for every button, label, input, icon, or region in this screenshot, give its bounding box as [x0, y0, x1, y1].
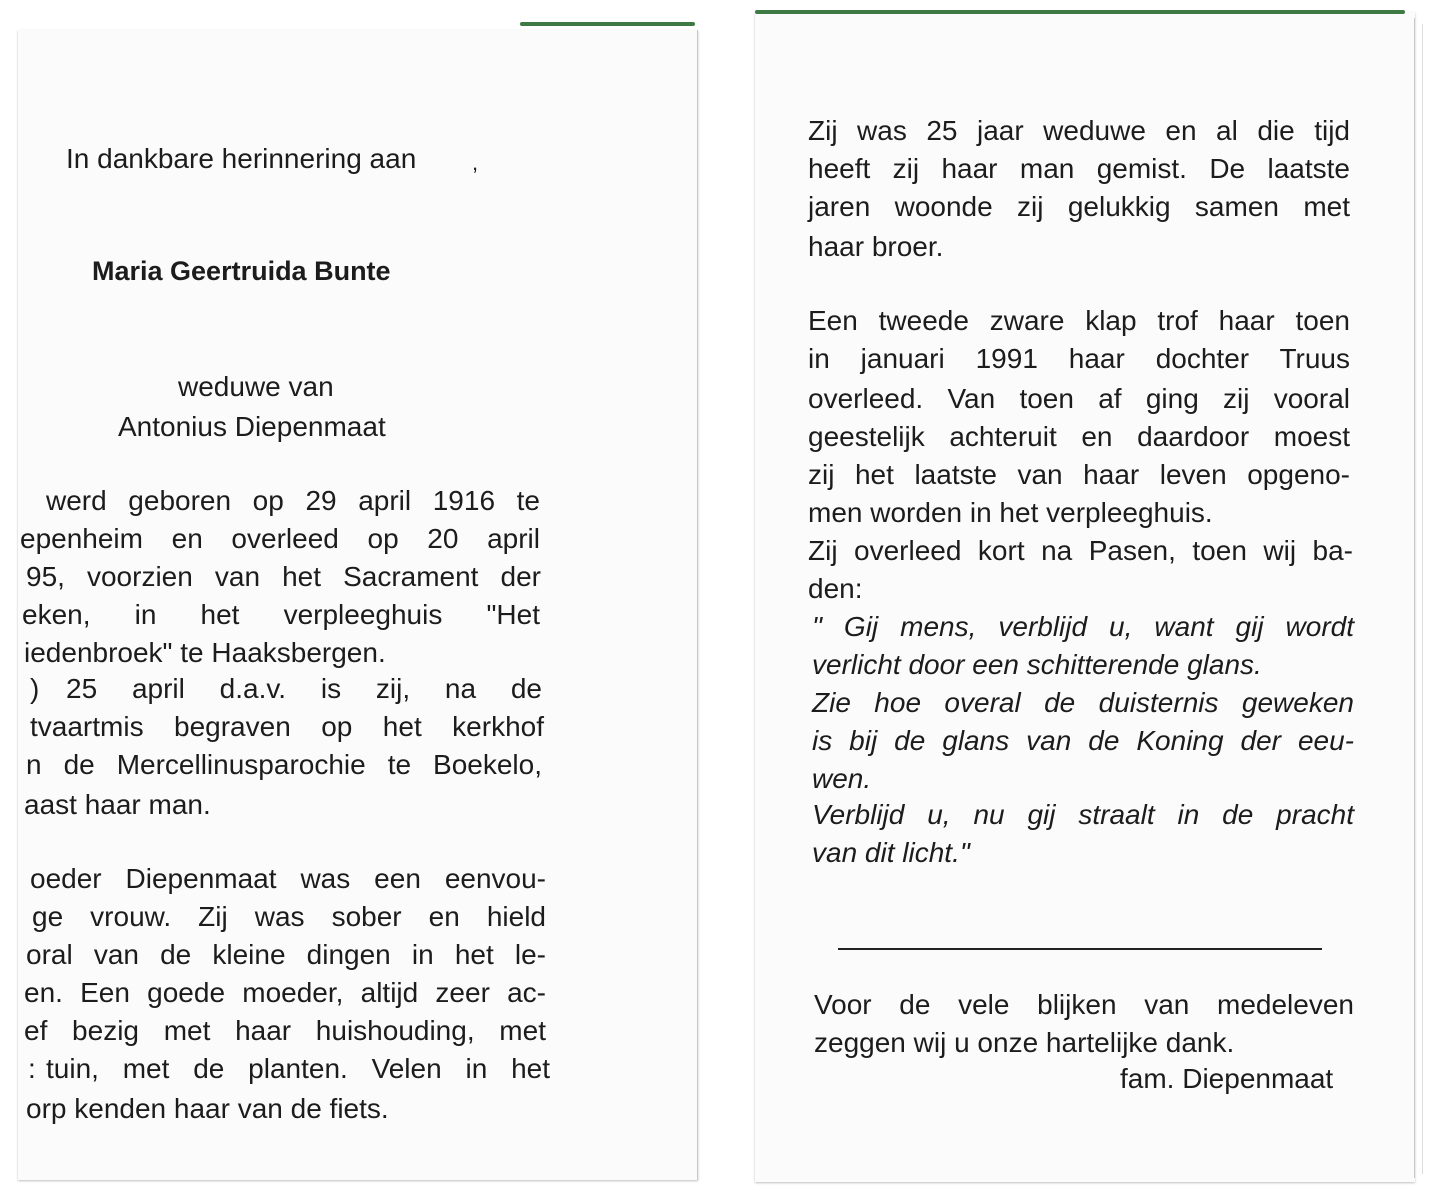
left-card-green-edge — [520, 22, 695, 26]
mother-line-clip — [26, 1090, 550, 1128]
mother-line: oral van de kleine dingen in het le- — [26, 939, 546, 970]
thanks-line: zeggen wij u onze hartelijke dank. — [814, 1027, 1235, 1058]
mother-line-clip — [30, 1050, 550, 1088]
burial-line: 25 april d.a.v. is zij, na de — [66, 673, 542, 704]
mother-line-clip — [30, 898, 550, 936]
family-signature: fam. Diepenmaat — [1120, 1063, 1334, 1094]
birth-line: eken, in het verpleeghuis "Het — [22, 599, 540, 630]
prayer-line: " Gij mens, verblijd u, want gij wordt — [812, 611, 1354, 642]
burial-line: tvaartmis begraven op het kerkhof — [30, 711, 544, 742]
second-paragraph-line: zij het laatste van haar leven opgeno- — [808, 459, 1350, 490]
burial-line-clip — [30, 708, 545, 746]
burial-line-clip — [26, 746, 545, 784]
mother-line: ef bezig met haar huishouding, met — [24, 1015, 546, 1046]
cut-glyph: ) — [30, 673, 40, 704]
burial-line: n de Mercellinusparochie te Boekelo, — [26, 749, 542, 780]
mother-line: ge vrouw. Zij was sober en hield — [32, 901, 546, 932]
left-card-edge-line — [697, 30, 698, 1180]
burial-line: aast haar man. — [24, 789, 211, 820]
right-card-green-edge — [755, 10, 1405, 14]
intro-text: In dankbare herinnering aan — [66, 143, 417, 174]
widow-paragraph-line: jaren woonde zij gelukkig samen met — [808, 191, 1350, 222]
birth-line-clip — [24, 634, 545, 672]
birth-line-clip — [26, 558, 545, 596]
right-card-edge-line — [1414, 18, 1415, 1178]
prayer-line: is bij de glans van de Koning der eeu- — [812, 725, 1354, 756]
burial-line-clip — [30, 670, 545, 708]
husband-name: Antonius Diepenmaat — [118, 411, 386, 442]
birth-line: werd geboren op 29 april 1916 te — [46, 485, 540, 516]
second-paragraph-line: in januari 1991 haar dochter Truus — [808, 343, 1350, 374]
prayer-line: Zie hoe overal de duisternis geweken — [812, 687, 1354, 718]
birth-line: iedenbroek" te Haaksbergen. — [24, 637, 386, 668]
widow-paragraph-line: haar broer. — [808, 231, 944, 262]
second-paragraph-line: overleed. Van toen af ging zij vooral — [808, 383, 1350, 414]
burial-line-clip — [24, 786, 545, 824]
mother-line: oeder Diepenmaat was een eenvou- — [30, 863, 546, 894]
widow-paragraph-line: heeft zij haar man gemist. De laatste — [808, 153, 1350, 184]
birth-line-clip — [20, 520, 545, 558]
mother-line: tuin, met de planten. Velen in het — [46, 1053, 550, 1084]
mother-line-clip — [24, 1012, 550, 1050]
stray-mark: , — [472, 150, 479, 175]
mother-line-clip — [24, 974, 550, 1012]
widow-paragraph-line: Zij was 25 jaar weduwe en al die tijd — [808, 115, 1350, 146]
prayer-line: wen. — [812, 763, 872, 794]
thanks-line: Voor de vele blijken van medeleven — [814, 989, 1354, 1020]
widow-label: weduwe van — [178, 371, 334, 402]
easter-line: den: — [808, 573, 863, 604]
cut-glyph: : — [28, 1053, 36, 1084]
second-paragraph-line: men worden in het verpleeghuis. — [808, 497, 1213, 528]
deceased-name: Maria Geertruida Bunte — [92, 256, 391, 286]
second-paragraph-line: Een tweede zware klap trof haar toen — [808, 305, 1350, 336]
prayer-line: Verblijd u, nu gij straalt in de pracht — [812, 799, 1354, 830]
mother-line: en. Een goede moeder, altijd zeer ac- — [24, 977, 546, 1008]
birth-line-clip — [22, 596, 545, 634]
mother-line: orp kenden haar van de fiets. — [26, 1093, 389, 1124]
right-card-back-edge — [1422, 24, 1423, 1174]
easter-line: Zij overleed kort na Pasen, toen wij ba- — [808, 535, 1353, 566]
mother-line-clip — [30, 860, 550, 898]
second-paragraph-line: geestelijk achteruit en daardoor moest — [808, 421, 1350, 452]
birth-line: epenheim en overleed op 20 april — [20, 523, 540, 554]
prayer-line: van dit licht." — [812, 837, 970, 868]
prayer-line: verlicht door een schitterende glans. — [812, 649, 1262, 680]
birth-line: 95, voorzien van het Sacrament der — [26, 561, 541, 592]
separator-rule — [838, 948, 1322, 950]
mother-line-clip — [26, 936, 550, 974]
